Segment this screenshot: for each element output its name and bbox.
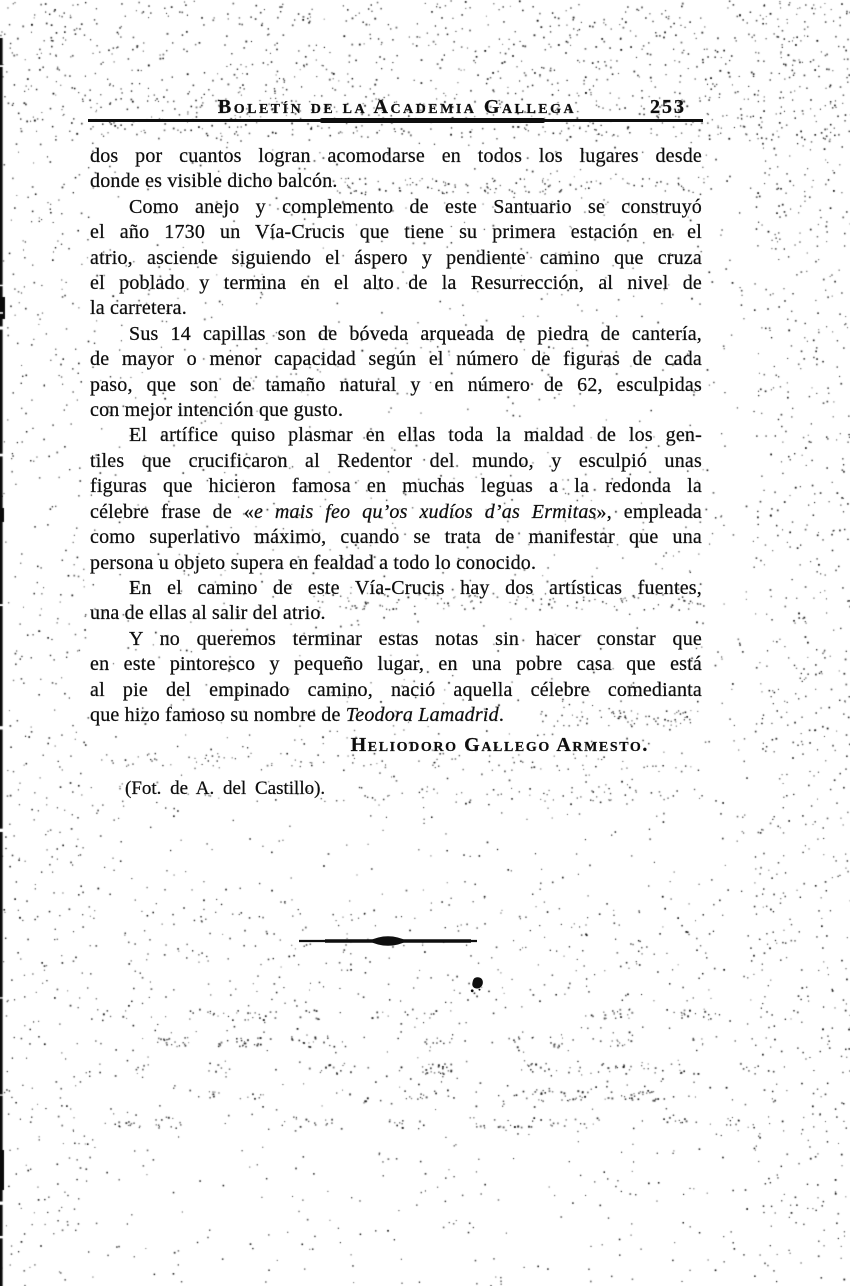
text-segment: .: [498, 703, 505, 726]
text-segment: Y no queremos terminar estas notas sin hacer constar que: [129, 627, 702, 650]
text-line: [90, 398, 702, 423]
text-line: [90, 551, 702, 576]
text-segment: el poblado y termina en el alto de la Resurrección, al nivel de: [90, 272, 702, 295]
text-segment: que hizo famoso su nombre de: [90, 703, 346, 726]
header-rule-thick-segment: [320, 118, 545, 123]
text-line: [90, 373, 702, 398]
text-line: [90, 703, 702, 728]
article-body: [90, 144, 702, 728]
text-line: [90, 195, 702, 220]
text-line: [90, 220, 702, 245]
text-line: [90, 449, 702, 474]
text-line: [90, 347, 702, 372]
author-signature: Heliodoro Gallego Armesto.: [350, 734, 649, 756]
text-segment: como superlativo máximo, cuando se trata de manifestar que una: [90, 526, 702, 549]
text-line: [90, 271, 702, 296]
text-line: [90, 246, 702, 271]
text-segment: en este pintoresco y pequeño lugar, en una pobre casa que está: [90, 653, 702, 676]
text-segment: al pie del empinado camino, nació aquella célebre comedianta: [90, 678, 702, 701]
text-segment: Como anejo y complemento de este Santuario se construyó: [129, 195, 702, 218]
text-line: [90, 576, 702, 601]
section-divider-ornament: [293, 932, 483, 948]
text-segment: célebre frase de «: [90, 500, 254, 523]
text-segment: En el camino de este Vía-Crucis hay dos artísticas fuentes,: [129, 576, 702, 599]
text-line: [90, 652, 702, 677]
text-line: [90, 474, 702, 499]
text-line: [90, 144, 702, 169]
text-segment: de mayor o menor capacidad según el número de figuras de cada: [90, 348, 702, 371]
ink-blot: [464, 976, 488, 1000]
italic-phrase: Teodora Lamadrid: [345, 703, 499, 726]
text-segment: atrio, asciende siguiendo el áspero y pendiente camino que cruza: [90, 246, 702, 269]
running-title: Boletín de la Academia Gallega: [217, 96, 577, 118]
text-segment: con mejor intención que gusto.: [90, 399, 344, 422]
text-segment: tiles que crucificaron al Redentor del mundo, y esculpió unas: [90, 449, 702, 472]
text-segment: el año 1730 un Vía-Crucis que tiene su primera estación en el: [90, 221, 702, 244]
text-line: [90, 678, 702, 703]
text-line: [90, 627, 702, 652]
text-segment: la carretera.: [90, 297, 187, 320]
page-number: 253: [650, 96, 686, 118]
text-segment: persona u objeto supera en fealdad a todo lo conocido.: [90, 551, 537, 574]
text-segment: Sus 14 capillas son de bóveda arqueada de piedra de cantería,: [129, 322, 702, 345]
text-line: [90, 169, 702, 194]
text-line: [90, 500, 702, 525]
text-line: [90, 322, 702, 347]
text-segment: donde es visible dicho balcón.: [90, 170, 338, 193]
photo-credit: (Fot. de A. del Castillo).: [125, 778, 326, 799]
text-line: [90, 423, 702, 448]
text-segment: una de ellas al salir del atrio.: [90, 602, 326, 625]
italic-phrase: e mais feo qu’os xudíos d’as Ermitas: [253, 500, 597, 523]
text-segment: El artífice quiso plasmar en ellas toda la maldad de los gen-: [129, 424, 702, 447]
text-line: [90, 525, 702, 550]
text-segment: paso, que son de tamaño natural y en número de 62, esculpidas: [90, 373, 702, 396]
text-segment: figuras que hicieron famosa en muchas leguas a la redonda la: [90, 475, 702, 498]
text-segment: », empleada: [596, 500, 702, 523]
text-line: [90, 601, 702, 626]
header-rule: [88, 119, 703, 122]
text-line: [90, 296, 702, 321]
text-segment: dos por cuantos logran acomodarse en todos los lugares desde: [90, 145, 702, 167]
